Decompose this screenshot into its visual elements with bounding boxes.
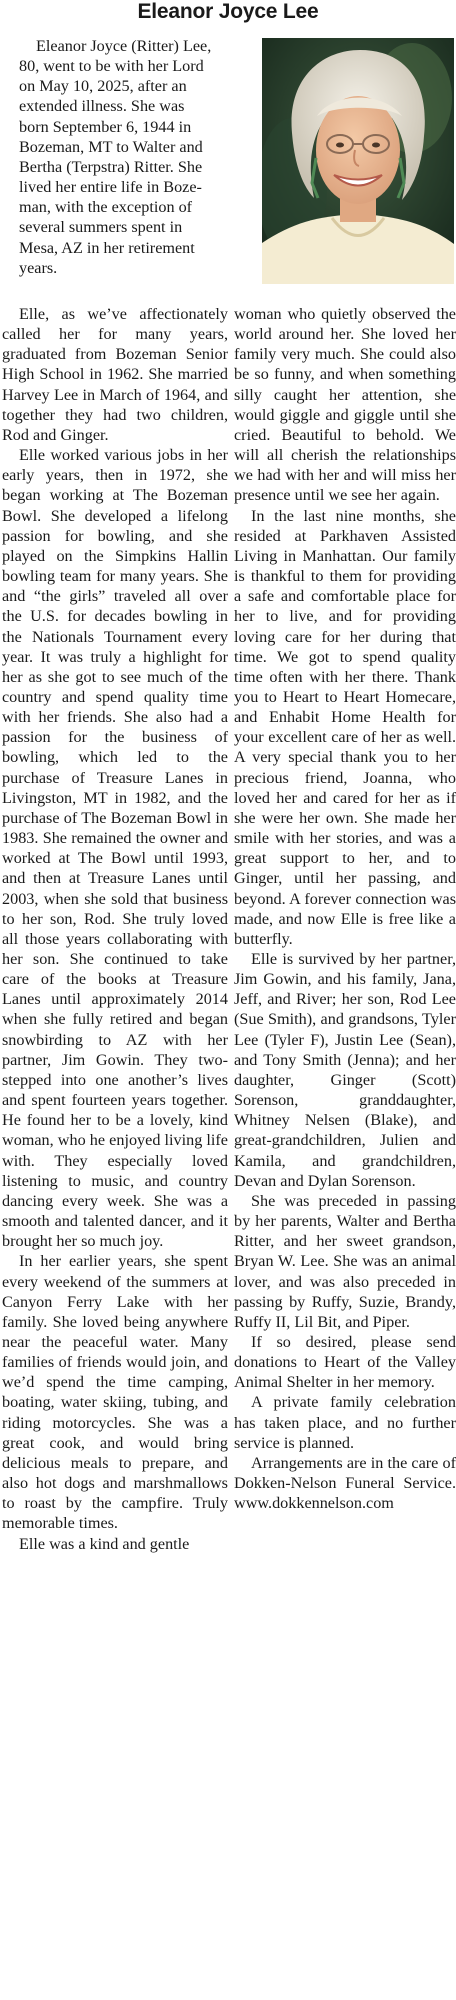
intro-line: several summers spent in (19, 218, 183, 237)
paragraph-canyon-ferry: In her earlier years, she spent every weekend of the summers at Canyon Ferry Lake with her family. She loved being anywhere near the peaceful water. Many families of friends would join, and we’d spend the time camping, boating, water skiing, tubing, and riding motorcycles. She was a great cook, and would bring delicious meals to prepare, and also hot dogs and marshmallows to roast by the campfire. Truly memorable times. (2, 1252, 228, 1533)
paragraph-kind-and-gentle: Elle was a kind and gentle (19, 1534, 190, 1553)
intro-line: Bertha (Terpstra) Ritter. She (19, 157, 203, 176)
intro-line: 80, went to be with her Lord (19, 57, 204, 76)
paragraph-bowling-career: Elle worked various jobs in her early years, then in 1972, she began working at The Bozeman Bowl. She developed a lifelong passion for bowling, and she played on the Simpkins Hallin bowling team for many years. She and “the girls” traveled all over the U.S. for decades bowling in the Nationals Tournament every year. It was truly a highlight for her as she got to see much of the country and spend quality time with her friends. She also had a passion for the business of bowling, which led to the purchase of Treasure Lanes in Livingston, MT in 1982, and the purchase of The Bozeman Bowl in 1983. She remained the owner and worked at The Bowl until 1993, and then at Treasure Lanes until 2003, when she sold that business to her son, Rod. She truly loved all those years collaborating with her son. She continued to take care of the books at Treasure Lanes until approximately 2014 when she fully retired and began snowbirding to AZ with her partner, Jim Gowin. They two-stepped into one another’s lives and spent fourteen years together. He found her to be a lovely, kind woman, who he enjoyed living life with. They especially loved listening to music, and country dancing every week. She was a smooth and talented dancer, and it brought her so much joy. (2, 446, 228, 1251)
paragraph-parkhaven: In the last nine months, she resided at Parkhaven Assisted Living in Manhattan. Our family is thankful to them for providing a safe and comfortable place for her to live, and for providing loving care for her during that time. We got to spend quality time often with her there. Thank you to Heart to Heart Homecare, and Enhabit Home Health for your excellent care of her as well. A very special thank you to her precious friend, Joanna, who loved her and cared for her as if she were her own. She made her smile with her stories, and was a great support to her, and to Ginger, until her passing, and beyond. A forever connection was made, and now Elle is free like a butterfly. (234, 506, 456, 948)
intro-line: man, with the exception of (19, 198, 193, 217)
intro-line: Eleanor Joyce (Ritter) Lee, (36, 37, 212, 55)
paragraph-survivors: Elle is survived by her partner, Jim Gowin, and his family, Jana, Jeff, and River; her son, Rod Lee (Sue Smith), and grandsons, Tyler Lee (Tyler F), Justin Lee (Sean), and Tony Smith (Jenna); and her daughter, Ginger (Scott) Sorenson, granddaughter, Whitney Nelsen (Blake), and great-grandchildren, Julien and Kamila, and grandchildren, Devan and Dylan Sorenson. (234, 950, 456, 1190)
paragraph-preceded: She was preceded in passing by her parents, Walter and Bertha Ritter, and her sweet grandson, Bryan W. Lee. She was an animal lover, and was also preceded in passing by Ruffy, Suzie, Brandy, Ruffy II, Lil Bit, and Piper. (234, 1191, 456, 1331)
paragraph-continued: woman who quietly observed the world around her. She loved her family very much. She could also be so funny, and when something silly caught her attention, she would giggle and giggle until she cried. Beautiful to behold. We will all cherish the relationships we had with her and will miss her presence until we see her again. (234, 305, 456, 505)
intro-line: on May 10, 2025, after an (19, 77, 187, 96)
intro-line: born September 6, 1944 in (19, 117, 192, 136)
portrait-photo (262, 38, 454, 284)
right-column (234, 304, 456, 1513)
intro-line: Mesa, AZ in her retirement (19, 238, 195, 257)
intro-paragraph (2, 36, 258, 278)
paragraph-donations: If so desired, please send donations to Heart of the Valley Animal Shelter in her memory. (234, 1332, 456, 1392)
left-column (2, 304, 228, 1554)
intro-line: years. (19, 258, 58, 277)
paragraph-celebration: A private family celebration has taken place, and no further service is planned. (234, 1393, 456, 1452)
paragraph-arrangements: Arrangements are in the care of Dokken-Nelson Funeral Service. www.dokkennelson.com (234, 1453, 456, 1513)
intro-line: extended illness. She was (19, 97, 185, 116)
intro-line: lived her entire life in Boze- (19, 178, 202, 197)
paragraph-family: Elle, as we’ve affectionately called her for many years, graduated from Bozeman Senior High School in 1962. She married Harvey Lee in March of 1964, and together they had two children, Rod and Ginger. (2, 305, 228, 444)
intro-line: Bozeman, MT to Walter and (19, 137, 203, 156)
obituary-title: Eleanor Joyce Lee (137, 0, 319, 23)
